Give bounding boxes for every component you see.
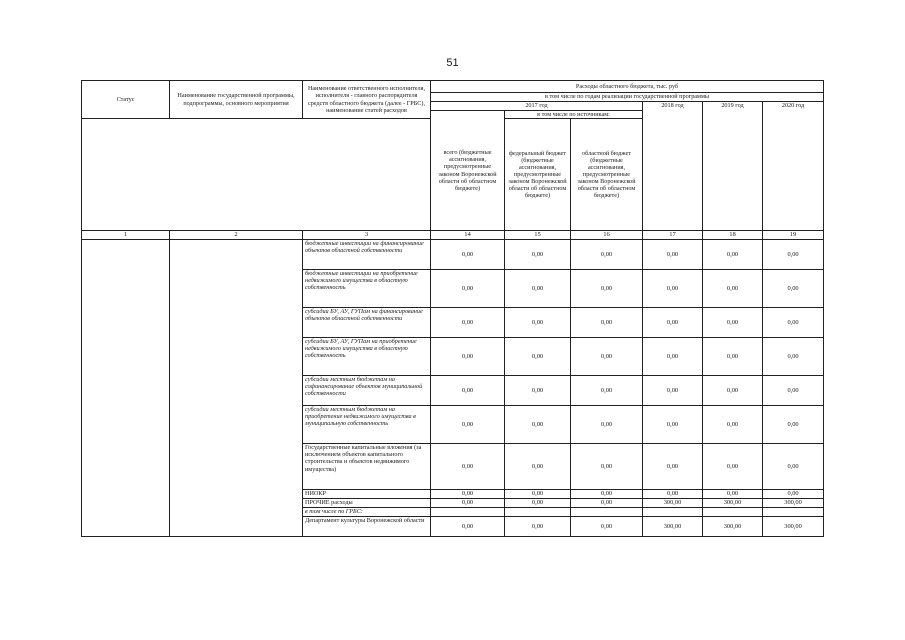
value-2018: 0,00 <box>643 338 703 376</box>
value-regional <box>571 508 643 517</box>
header-year-2018: 2018 год <box>643 102 703 231</box>
budget-table <box>81 80 824 537</box>
value-federal: 0,00 <box>505 376 571 406</box>
value-2018: 0,00 <box>643 490 703 499</box>
value-2018 <box>643 508 703 517</box>
value-total: 0,00 <box>431 308 505 338</box>
header-year-2019: 2019 год <box>703 102 763 231</box>
value-regional: 0,00 <box>571 270 643 308</box>
value-2019 <box>703 508 763 517</box>
row-label: субсидии местным бюджетам на приобретение недвижимого имущества в муниципальную собственность <box>303 406 431 444</box>
row-label: Департамент культуры Воронежской области <box>303 517 431 537</box>
value-2018: 0,00 <box>643 270 703 308</box>
row-label: Государственные капитальные вложения (за исключением объектов капитального строительства и объектов недвижимого имущества) <box>303 444 431 490</box>
status-cell <box>82 240 170 537</box>
row-label: бюджетные инвестиции на финансирование объектов областной собственности <box>303 240 431 270</box>
value-2018: 300,00 <box>643 499 703 508</box>
value-2020 <box>763 508 824 517</box>
value-total: 0,00 <box>431 444 505 490</box>
column-index: 16 <box>571 231 643 240</box>
value-total: 0,00 <box>431 517 505 537</box>
value-total: 0,00 <box>431 376 505 406</box>
row-label: в том числе по ГРБС: <box>303 508 431 517</box>
column-index: 19 <box>763 231 824 240</box>
header-program-name: Наименование государственной программы, подпрограммы, основного мероприятия <box>170 81 303 119</box>
value-federal: 0,00 <box>505 444 571 490</box>
value-federal: 0,00 <box>505 406 571 444</box>
value-2018: 0,00 <box>643 376 703 406</box>
value-2020: 0,00 <box>763 444 824 490</box>
value-regional: 0,00 <box>571 308 643 338</box>
row-label: субсидии местным бюджетам на софинансирование объектов муниципальной собственности <box>303 376 431 406</box>
header-budget-title: Расходы областного бюджета, тыс. руб <box>431 81 824 93</box>
header-spacer <box>82 119 431 231</box>
value-2020: 300,00 <box>763 499 824 508</box>
page-number: 51 <box>446 57 459 69</box>
value-regional: 0,00 <box>571 444 643 490</box>
value-regional: 0,00 <box>571 517 643 537</box>
column-index: 18 <box>703 231 763 240</box>
value-total: 0,00 <box>431 338 505 376</box>
value-federal: 0,00 <box>505 270 571 308</box>
table-row <box>82 240 824 270</box>
value-2018: 0,00 <box>643 444 703 490</box>
value-2020: 0,00 <box>763 490 824 499</box>
column-index: 14 <box>431 231 505 240</box>
value-2020: 0,00 <box>763 338 824 376</box>
value-2019: 0,00 <box>703 338 763 376</box>
value-regional: 0,00 <box>571 406 643 444</box>
value-regional: 0,00 <box>571 338 643 376</box>
value-regional: 0,00 <box>571 376 643 406</box>
row-label: бюджетные инвестиции на приобретение недвижимого имущества в областную собственность <box>303 270 431 308</box>
value-2020: 300,00 <box>763 517 824 537</box>
value-2018: 0,00 <box>643 308 703 338</box>
value-regional: 0,00 <box>571 499 643 508</box>
value-2019: 300,00 <box>703 517 763 537</box>
row-label: субсидии БУ, АУ, ГУПам на приобретение недвижимого имущества в областную собственность <box>303 338 431 376</box>
header-regional: областной бюджет (бюджетные ассигнования, предусмотренные законом Воронежской области об областном бюджете) <box>571 119 643 231</box>
value-total: 0,00 <box>431 490 505 499</box>
value-regional: 0,00 <box>571 490 643 499</box>
value-federal: 0,00 <box>505 338 571 376</box>
value-federal: 0,00 <box>505 490 571 499</box>
value-2019: 0,00 <box>703 376 763 406</box>
header-total: всего (бюджетные ассигнования, предусмотренные законом Воронежской области об областном бюджете) <box>431 111 505 231</box>
header-executor: Наименование ответственного исполнителя, исполнителя - главного распорядителя средств областного бюджета (далее - ГРБС), наименование статей расходов <box>303 81 431 119</box>
value-2019: 0,00 <box>703 444 763 490</box>
value-2018: 0,00 <box>643 406 703 444</box>
row-label: субсидии БУ, АУ, ГУПам на финансирование объектов областной собственности <box>303 308 431 338</box>
header-by-years: в том числе по годам реализации государственной программы <box>431 93 824 102</box>
value-federal: 0,00 <box>505 240 571 270</box>
value-federal <box>505 508 571 517</box>
column-index: 17 <box>643 231 703 240</box>
column-index: 1 <box>82 231 170 240</box>
value-federal: 0,00 <box>505 308 571 338</box>
row-label: НИОКР <box>303 490 431 499</box>
value-total: 0,00 <box>431 499 505 508</box>
value-total: 0,00 <box>431 240 505 270</box>
value-federal: 0,00 <box>505 517 571 537</box>
value-federal: 0,00 <box>505 499 571 508</box>
value-2019: 0,00 <box>703 240 763 270</box>
value-2019: 0,00 <box>703 308 763 338</box>
value-2019: 0,00 <box>703 270 763 308</box>
value-total: 0,00 <box>431 406 505 444</box>
header-by-sources: в том числе по источникам: <box>505 111 643 119</box>
header-year-2020: 2020 год <box>763 102 824 231</box>
value-2020: 0,00 <box>763 406 824 444</box>
value-total: 0,00 <box>431 270 505 308</box>
header-status: Статус <box>82 81 170 119</box>
header-federal: федеральный бюджет (бюджетные ассигнования, предусмотренные законом Воронежской области об областном бюджете) <box>505 119 571 231</box>
value-2020: 0,00 <box>763 240 824 270</box>
column-index: 3 <box>303 231 431 240</box>
column-index: 2 <box>170 231 303 240</box>
column-index-row <box>82 231 824 240</box>
value-2019: 300,00 <box>703 499 763 508</box>
header-year-2017: 2017 год <box>431 102 643 111</box>
value-2019: 0,00 <box>703 490 763 499</box>
value-2020: 0,00 <box>763 270 824 308</box>
value-2019: 0,00 <box>703 406 763 444</box>
value-2020: 0,00 <box>763 376 824 406</box>
value-2018: 300,00 <box>643 517 703 537</box>
value-2018: 0,00 <box>643 240 703 270</box>
value-2020: 0,00 <box>763 308 824 338</box>
program-cell <box>170 240 303 537</box>
value-regional: 0,00 <box>571 240 643 270</box>
row-label: ПРОЧИЕ расходы <box>303 499 431 508</box>
column-index: 15 <box>505 231 571 240</box>
value-total <box>431 508 505 517</box>
